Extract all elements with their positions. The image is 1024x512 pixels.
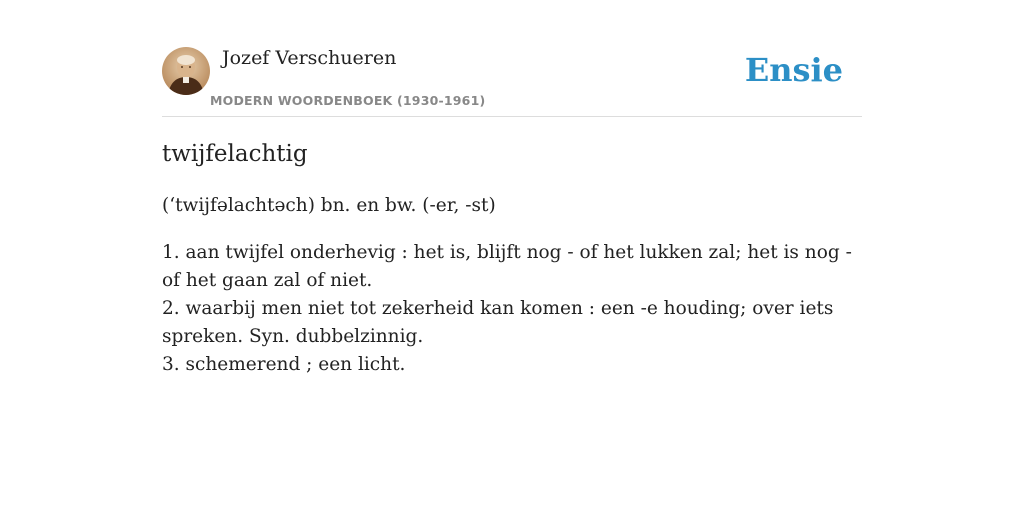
entry-term: twijfelachtig: [162, 141, 308, 167]
source-label[interactable]: MODERN WOORDENBOEK (1930-1961): [210, 93, 486, 108]
definition-item: 2. waarbij men niet tot zekerheid kan komen : een -e houding; over iets spreken. Syn. dubbelzinnig.: [162, 298, 834, 347]
page-container: [162, 0, 862, 375]
entry-pronunciation: (‘twijfəlachtəch) bn. en bw. (-er, -st): [162, 195, 496, 216]
brand-logo[interactable]: Ensie: [744, 51, 843, 89]
entry-definitions: [162, 239, 862, 379]
definition-item: 3. schemerend ; een licht.: [162, 354, 406, 375]
definition-item: 1. aan twijfel onderhevig : het is, blijft nog - of het lukken zal; het is nog - of het gaan zal of niet.: [162, 242, 852, 291]
author-name[interactable]: Jozef Verschueren: [222, 47, 397, 69]
author-avatar[interactable]: [162, 47, 210, 95]
header: [162, 0, 862, 117]
